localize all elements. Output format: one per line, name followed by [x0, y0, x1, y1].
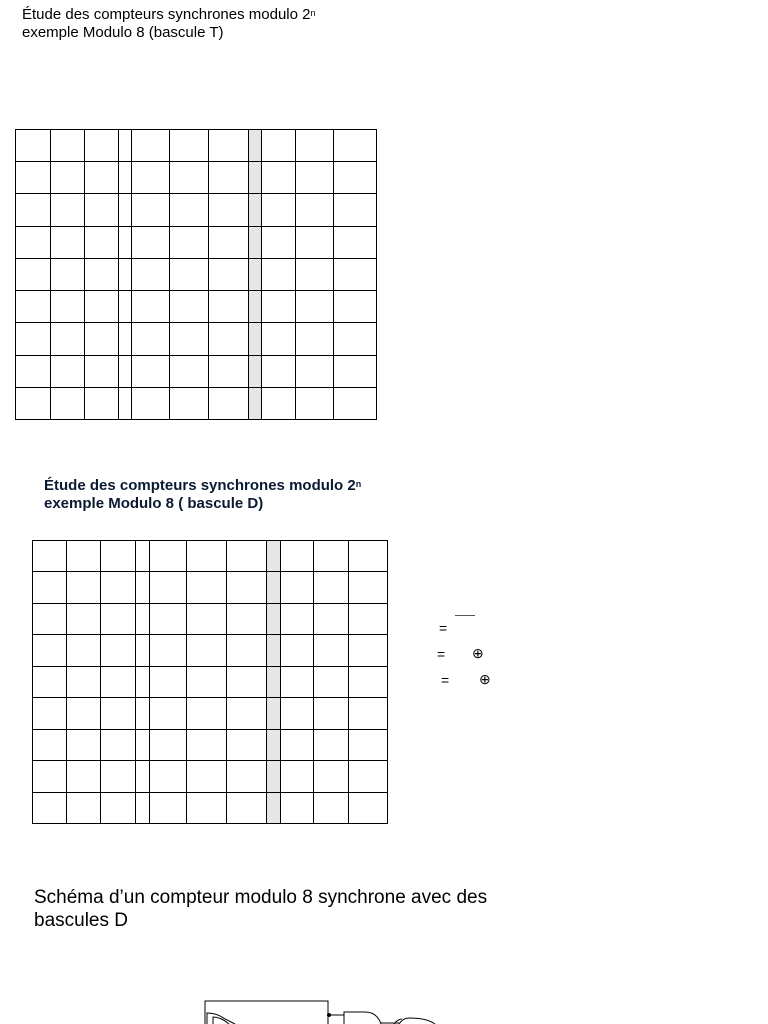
- table1-cell: [333, 355, 376, 387]
- table1-cell: [333, 162, 376, 194]
- table2-cell: [314, 603, 349, 634]
- table2-cell: [33, 603, 67, 634]
- table1-cell: [248, 226, 261, 258]
- table2-cell: [67, 729, 101, 760]
- table2-cell: [33, 666, 67, 697]
- table2-cell: [267, 761, 281, 792]
- table2-cell: [33, 635, 67, 666]
- table2-cell: [33, 792, 67, 824]
- table1-cell: [208, 323, 248, 355]
- table1-cell: [248, 387, 261, 419]
- table1-row: [16, 355, 377, 387]
- section2-title: [44, 477, 361, 513]
- table1-cell: [261, 194, 295, 226]
- table1-cell: [261, 355, 295, 387]
- table1-cell: [248, 291, 261, 323]
- table1-row: [16, 194, 377, 226]
- table1-cell: [132, 323, 170, 355]
- table1-cell: [261, 387, 295, 419]
- table2-cell: [101, 792, 136, 824]
- table1-cell: [295, 162, 333, 194]
- table1-cell: [119, 226, 132, 258]
- table1-cell: [119, 130, 132, 162]
- table2-cell: [67, 603, 101, 634]
- equation-1-sign: =: [439, 620, 448, 636]
- table1-cell: [170, 387, 208, 419]
- table2-cell: [281, 792, 314, 824]
- table2-cell: [187, 761, 227, 792]
- table1-cell: [51, 130, 85, 162]
- table2-cell: [349, 666, 388, 697]
- table2-row: [33, 792, 388, 824]
- table2-cell: [101, 572, 136, 603]
- table2-cell: [187, 698, 227, 729]
- table2-cell: [227, 603, 267, 634]
- table2-cell: [187, 635, 227, 666]
- schematic-xor-gate: [399, 1018, 435, 1024]
- table1-cell: [51, 258, 85, 290]
- table1-cell: [119, 387, 132, 419]
- table1-cell: [170, 323, 208, 355]
- table2-row: [33, 603, 388, 634]
- table1-cell: [119, 291, 132, 323]
- table1-cell: [85, 194, 119, 226]
- table1-cell: [261, 130, 295, 162]
- table2-cell: [136, 792, 150, 824]
- equation-2-sign: =: [437, 646, 446, 662]
- table2-cell: [33, 698, 67, 729]
- table1-cell: [295, 323, 333, 355]
- table2-cell: [314, 792, 349, 824]
- table1-cell: [132, 355, 170, 387]
- section2-title-exponent: n: [355, 479, 362, 489]
- table1-cell: [16, 226, 51, 258]
- table2-cell: [187, 541, 227, 572]
- table2-cell: [150, 729, 187, 760]
- table2-cell: [281, 698, 314, 729]
- table2-cell: [314, 761, 349, 792]
- table2-cell: [227, 729, 267, 760]
- table1-cell: [261, 291, 295, 323]
- table2-cell: [33, 572, 67, 603]
- table1-cell: [261, 162, 295, 194]
- table1-cell: [261, 226, 295, 258]
- table2-cell: [267, 572, 281, 603]
- table1-row: [16, 226, 377, 258]
- table2-cell: [33, 761, 67, 792]
- table1-cell: [295, 258, 333, 290]
- table2-cell: [227, 572, 267, 603]
- table1-cell: [85, 355, 119, 387]
- schematic-gate-1-inner: [213, 1017, 229, 1024]
- table2-cell: [101, 698, 136, 729]
- equation-1-overbar: [455, 615, 475, 616]
- table1-cell: [85, 323, 119, 355]
- table1-cell: [208, 130, 248, 162]
- table1-cell: [132, 387, 170, 419]
- table1-cell: [208, 194, 248, 226]
- table1-cell: [51, 194, 85, 226]
- table2-cell: [314, 635, 349, 666]
- table1-cell: [248, 355, 261, 387]
- table1-cell: [333, 387, 376, 419]
- table1-cell: [208, 355, 248, 387]
- table2-cell: [349, 603, 388, 634]
- table2-cell: [136, 666, 150, 697]
- table2-cell: [136, 698, 150, 729]
- equation-3-sign: =: [441, 672, 450, 688]
- table1-cell: [170, 226, 208, 258]
- table2-cell: [187, 572, 227, 603]
- table1-cell: [248, 323, 261, 355]
- table1-row: [16, 323, 377, 355]
- table2-cell: [227, 792, 267, 824]
- table1-cell: [170, 130, 208, 162]
- table1-cell: [248, 258, 261, 290]
- table1-cell: [132, 291, 170, 323]
- table1-cell: [295, 291, 333, 323]
- table2-cell: [227, 666, 267, 697]
- table1-cell: [119, 162, 132, 194]
- table2-cell: [101, 729, 136, 760]
- table2-row: [33, 698, 388, 729]
- table1-cell: [51, 162, 85, 194]
- section1-title-line2: exemple Modulo 8 (bascule T): [22, 24, 224, 41]
- table2-cell: [67, 572, 101, 603]
- counter-circuit-schematic: [195, 995, 455, 1024]
- table2-cell: [150, 572, 187, 603]
- table2-cell: [281, 729, 314, 760]
- table1-cell: [51, 323, 85, 355]
- table1-cell: [16, 258, 51, 290]
- table2-cell: [187, 603, 227, 634]
- table2-cell: [281, 635, 314, 666]
- table1-cell: [170, 355, 208, 387]
- table1-row: [16, 162, 377, 194]
- table1-cell: [170, 258, 208, 290]
- table2-cell: [67, 635, 101, 666]
- table2-cell: [101, 761, 136, 792]
- table1-cell: [85, 291, 119, 323]
- section1-title: [22, 6, 316, 42]
- table1-cell: [170, 194, 208, 226]
- table1-cell: [208, 226, 248, 258]
- table2-cell: [150, 635, 187, 666]
- table1-cell: [16, 291, 51, 323]
- schematic-and-gate: [344, 1012, 381, 1024]
- table1-cell: [119, 258, 132, 290]
- table1-cell: [295, 355, 333, 387]
- section3-title-line2: bascules D: [34, 910, 128, 931]
- table1-cell: [261, 258, 295, 290]
- table2-cell: [67, 761, 101, 792]
- table2-cell: [67, 698, 101, 729]
- table2-row: [33, 729, 388, 760]
- table1-cell: [248, 162, 261, 194]
- table2-cell: [67, 666, 101, 697]
- table1-cell: [16, 323, 51, 355]
- section1-title-exponent: n: [310, 8, 316, 18]
- table2-cell: [136, 603, 150, 634]
- table2-cell: [101, 603, 136, 634]
- section2-title-line1: Étude des compteurs synchrones modulo 2: [44, 477, 356, 494]
- table2-cell: [281, 761, 314, 792]
- table1-cell: [85, 258, 119, 290]
- table2-cell: [349, 761, 388, 792]
- table2-cell: [150, 792, 187, 824]
- table2-cell: [33, 729, 67, 760]
- equation-3-xor-symbol: ⊕: [479, 671, 491, 687]
- table1-cell: [333, 291, 376, 323]
- table1-cell: [170, 162, 208, 194]
- table1-cell: [132, 194, 170, 226]
- table1-cell: [85, 162, 119, 194]
- table2-cell: [150, 541, 187, 572]
- table1-cell: [132, 226, 170, 258]
- table2-cell: [349, 541, 388, 572]
- table2-cell: [150, 666, 187, 697]
- table2-cell: [314, 729, 349, 760]
- table2-cell: [187, 792, 227, 824]
- table2-cell: [227, 761, 267, 792]
- table2-cell: [136, 761, 150, 792]
- table1-cell: [208, 291, 248, 323]
- table2-cell: [150, 761, 187, 792]
- truth-table-t-flipflop: [15, 129, 377, 420]
- table1-cell: [119, 355, 132, 387]
- table2-cell: [349, 729, 388, 760]
- table2-cell: [150, 603, 187, 634]
- table2-cell: [136, 572, 150, 603]
- table1-cell: [261, 323, 295, 355]
- table2-cell: [267, 541, 281, 572]
- table2-cell: [101, 541, 136, 572]
- table1-cell: [85, 130, 119, 162]
- table2-cell: [136, 635, 150, 666]
- table1-cell: [170, 291, 208, 323]
- table1-cell: [333, 130, 376, 162]
- section1-title-line1: Étude des compteurs synchrones modulo 2: [22, 6, 311, 23]
- table2-cell: [267, 792, 281, 824]
- table2-cell: [187, 666, 227, 697]
- table2-cell: [227, 541, 267, 572]
- table2-cell: [281, 603, 314, 634]
- table1-cell: [295, 387, 333, 419]
- table2-cell: [67, 792, 101, 824]
- table1-cell: [119, 323, 132, 355]
- table1-cell: [16, 130, 51, 162]
- table2-cell: [136, 541, 150, 572]
- table2-cell: [101, 666, 136, 697]
- table1-cell: [51, 291, 85, 323]
- table2-cell: [136, 729, 150, 760]
- table1-cell: [132, 162, 170, 194]
- table1-cell: [248, 130, 261, 162]
- table2-cell: [314, 666, 349, 697]
- table1-cell: [16, 162, 51, 194]
- table1-cell: [16, 355, 51, 387]
- table1-row: [16, 291, 377, 323]
- truth-table-d-flipflop: [32, 540, 388, 824]
- table1-row: [16, 258, 377, 290]
- table1-cell: [16, 194, 51, 226]
- table2-row: [33, 541, 388, 572]
- table2-cell: [267, 698, 281, 729]
- table1-cell: [333, 258, 376, 290]
- table1-cell: [51, 226, 85, 258]
- table1-cell: [295, 194, 333, 226]
- table2-cell: [67, 541, 101, 572]
- table1-cell: [208, 258, 248, 290]
- table1-cell: [51, 355, 85, 387]
- table2-row: [33, 572, 388, 603]
- table1-cell: [16, 387, 51, 419]
- table2-cell: [187, 729, 227, 760]
- section2-title-line2: exemple Modulo 8 ( bascule D): [44, 495, 264, 512]
- table2-cell: [267, 666, 281, 697]
- table2-cell: [314, 541, 349, 572]
- table2-row: [33, 761, 388, 792]
- table1-cell: [208, 387, 248, 419]
- table2-cell: [349, 572, 388, 603]
- table1-cell: [132, 258, 170, 290]
- table1-row: [16, 130, 377, 162]
- table1-cell: [248, 194, 261, 226]
- table2-cell: [281, 666, 314, 697]
- table2-cell: [227, 635, 267, 666]
- table1-cell: [295, 226, 333, 258]
- table2-cell: [267, 635, 281, 666]
- table2-cell: [349, 698, 388, 729]
- table2-cell: [281, 572, 314, 603]
- table1-row: [16, 387, 377, 419]
- section3-title-line1: Schéma d’un compteur modulo 8 synchrone avec des: [34, 887, 488, 908]
- table2-row: [33, 666, 388, 697]
- table1-cell: [333, 194, 376, 226]
- table2-cell: [281, 541, 314, 572]
- section3-title: [34, 886, 487, 932]
- table2-cell: [314, 572, 349, 603]
- table1-cell: [208, 162, 248, 194]
- table2-cell: [314, 698, 349, 729]
- table1-cell: [333, 323, 376, 355]
- table2-cell: [349, 635, 388, 666]
- table2-cell: [267, 729, 281, 760]
- table1-cell: [51, 387, 85, 419]
- table1-cell: [119, 194, 132, 226]
- table2-cell: [349, 792, 388, 824]
- table1-cell: [333, 226, 376, 258]
- table2-cell: [267, 603, 281, 634]
- table1-cell: [85, 226, 119, 258]
- table1-cell: [295, 130, 333, 162]
- table2-row: [33, 635, 388, 666]
- table2-cell: [33, 541, 67, 572]
- table1-cell: [85, 387, 119, 419]
- table2-cell: [227, 698, 267, 729]
- equation-2-xor-symbol: ⊕: [472, 645, 484, 661]
- table2-cell: [150, 698, 187, 729]
- table1-cell: [132, 130, 170, 162]
- table2-cell: [101, 635, 136, 666]
